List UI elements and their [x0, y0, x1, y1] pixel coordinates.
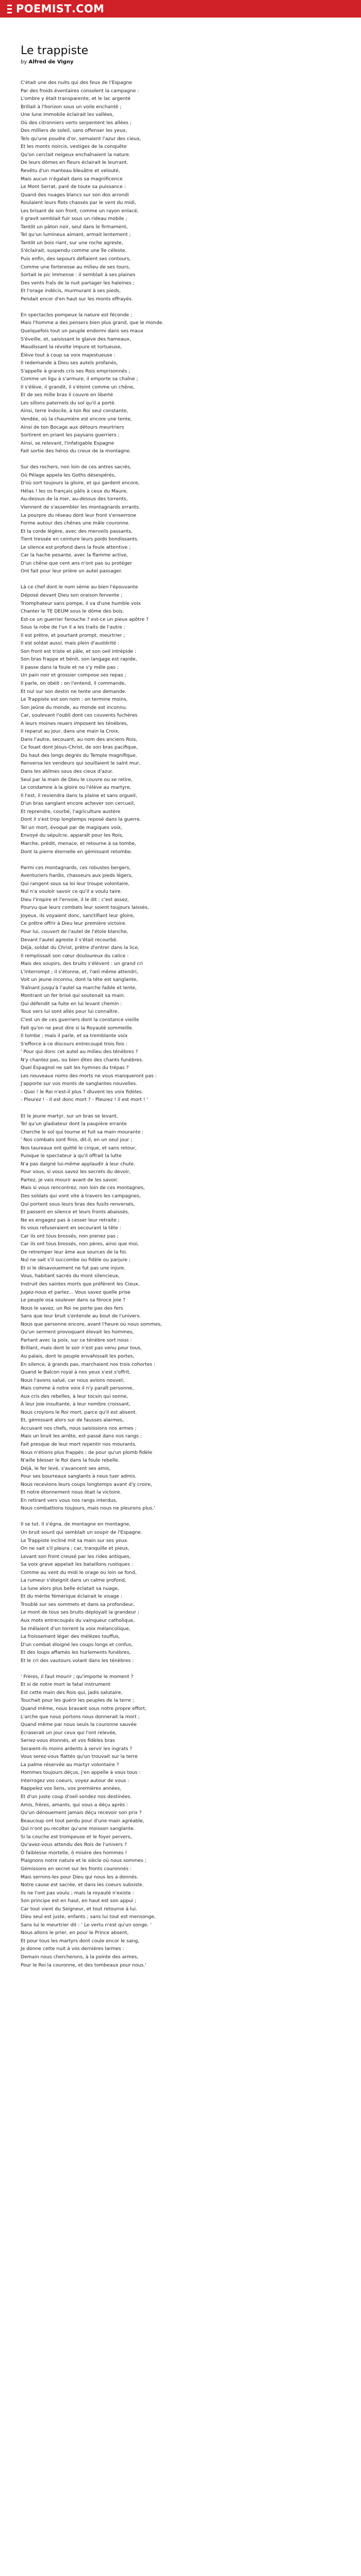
poem-line: Déposé devant Dieu son oraison fervente ; — [21, 592, 123, 598]
poem-line: Qui n'ont pu recolter qu'une moisson sanglante. — [21, 1826, 135, 1832]
poem-line: Dans les abîmes sous des cieux d'azur. — [21, 769, 113, 775]
poem-line: Triomphateur sans pompe, il va d'une humble voix — [21, 600, 141, 606]
poem-line: Son bras frappe et bénit, son langage est rapide, — [21, 656, 137, 663]
poem-line: La rumeur s'éteignit dans un calme profond, — [21, 1578, 126, 1584]
poem-line: Sur des rochers, non loin de ces antres sacrés, — [21, 464, 132, 470]
poem-line: N'y chantez pas, ou bien dites des chants funèbres. — [21, 1057, 143, 1063]
poem-line: Aux mots entrecoupés du vainqueur catholique, — [21, 1618, 135, 1623]
poem-line: N'a pas daigné lui-même applaudir à leur chute. — [21, 1161, 136, 1167]
byline-prefix: by — [21, 59, 27, 65]
poem-line: C'est un de ces guerriers dont la constance vieille — [21, 1016, 139, 1023]
poem-line: Des milliers de soleil, sans offenser les yeux, — [21, 128, 127, 134]
poem-line: Ainsi, se relevant, l'infatigable Espagne — [21, 440, 114, 446]
poem-line: ' Nos combats sont finis, dit-il, en un seul jour ; — [21, 1137, 133, 1143]
poem-line: Là ce chef dont le nom sème au bien l'épouvante — [21, 584, 138, 590]
poem-line: Sans que leur bruit s'entende au bout de l'univers. — [21, 1313, 141, 1319]
poem-line: Cherche le sol qui tourne et fuit sa main mourante : — [21, 1129, 144, 1135]
poem-line: Traînant jusqu'à l'autel sa marche faible et lente, — [21, 985, 137, 991]
logo-text: POEMIST — [16, 3, 72, 15]
poem-line: Est cette main des Rois qui, jadis salutaire, — [21, 1689, 123, 1696]
poem-line: Le Mont Serrat, paré de toute sa puissance : — [21, 184, 126, 190]
poem-line: Où Pélage appela les Goths désespérés, — [21, 472, 116, 478]
poem-line: Ainsi, terre indocile, à ton Roi seul constante, — [21, 408, 128, 414]
poem-line: Devant l'autel agreste il s'était recourbé. — [21, 937, 118, 943]
poem-line: Le condamne à la gloire ou l'élève au martyre, — [21, 785, 132, 791]
poem-line: Rappelez vos liens, vos premières années, — [21, 1786, 122, 1792]
poem-line: Quand des nuages blancs sur son dos arrondi — [21, 192, 129, 198]
poem-stanza — [21, 311, 340, 455]
poem-line: Pour lui, couvert de l'autel de l'étole blanche, — [21, 928, 128, 935]
poem-line: Ô faiblesse mortelle, ô misère des hommes ! — [21, 1850, 127, 1856]
poem-line: Ils ne l'ont pas voulu ; mais la royauté n'existe : — [21, 1890, 134, 1896]
poem-line: Quand même par nous seuls la couronne sauvée — [21, 1722, 137, 1728]
poem-line: Joyeux, ils voyaient donc, sanctifiant leur gloire, — [21, 912, 135, 919]
site-logo[interactable] — [7, 3, 104, 15]
poem-line: Et si de notre mort le fatal instrument — [21, 1682, 111, 1688]
poem-line: Hommes toujours déçus, j'en appelle à vous tous : — [21, 1770, 141, 1776]
logo-icon — [7, 5, 12, 13]
poem-line: Et des loups affamés les hurlements funèbres, — [21, 1650, 131, 1656]
poem-stanza — [21, 463, 340, 575]
poem-line: Tels qu'une poudre d'or, semaient l'azur des cieux, — [21, 135, 141, 142]
poem-stanza — [21, 864, 340, 1104]
poem-line: Fait presque de leur mort repentir nos mourants. — [21, 1441, 137, 1447]
poem-line: Mais l'homme a des pensers bien plus grand, que le monde. — [21, 320, 164, 326]
poem-line: Et, gémissant alors sur de fausses alarmes, — [21, 1417, 124, 1423]
poem-line: Il parle, on obéit ; on l'entend, il commande, — [21, 681, 126, 687]
poem-line: Et pour tous les martyrs dont coule encor le sang, — [21, 1938, 140, 1944]
poem-line: Il s'élève, il grandit, il s'éteint comme un chêne, — [21, 384, 135, 390]
poem-line: A leurs moines reuers imposent les ténèbres, — [21, 720, 128, 726]
poem-line: Qu'un dénouement jamais déçu recevoir son prix ? — [21, 1810, 142, 1816]
poem-line: À leur joie insultante, à leur nombre croissant, — [21, 1401, 130, 1408]
poem-line: Comme au vent du midi le orage ou loin se fond, — [21, 1569, 137, 1575]
poem-line: Mais serrons-les pour Dieu qui nous les a donnés. — [21, 1874, 138, 1880]
poem-line: Il gravit semblait fuir sous un rideau mobile ; — [21, 216, 127, 222]
poem-line: Si la couche est trompeuse et le foyer pervers, — [21, 1834, 132, 1840]
poem-line: S'éveille, et, saisissant le glaive des hameaux, — [21, 336, 131, 342]
poem-line: Dont la pierre éternelle en gémissant retombe. — [21, 849, 133, 855]
poem-line: Puis enfin, des sepours défiaient ses contours, — [21, 256, 131, 262]
poem-line: Nous allons le prier, en pour le Prince absent, — [21, 1930, 129, 1936]
poem-line: Seul par la main de Dieu le couvre ou se retire, — [21, 776, 133, 783]
poem-line: Hélas ! les os français pâlis à ceux du Maure, — [21, 488, 128, 494]
poem-line: Mais aucun n'égalait dans sa magnificence — [21, 176, 123, 182]
poem-line: S'efforce à ce discours entrecoupé trois fois : — [21, 1041, 127, 1047]
poem-line: J'apporte sur vos monts de sanglantes nouvelles. — [21, 1081, 138, 1087]
poem-line: Montrant un fer brisé qui soutenait sa main. — [21, 993, 125, 999]
poem-line: - Quoi ! le Roi n'est-il plus ? dluvent les voix fidèles. — [21, 1089, 143, 1095]
poem-line: Il se tut. Il s'égna, de montagne en montagne, — [21, 1521, 131, 1528]
poem-line: En retirant vers vous nos rangs interdus, — [21, 1497, 118, 1503]
poem-line: Dont il s'est trop longtemps reposé dans la guerre. — [21, 817, 141, 823]
poem-line: Jugez-nous et parlez... Vous savez quelle prise — [21, 1289, 130, 1295]
poem-line: - Pleurez ! - Il est donc mort ? - Pleurez ! il est mort ! ' — [21, 1097, 149, 1103]
poem-line: Nos taureaux ont quitté le cirque, et sans retour, — [21, 1145, 137, 1151]
poem-byline — [21, 59, 340, 65]
poem-line: S'éclairait, suspendu comme une île céleste. — [21, 248, 127, 254]
poem-line: Partant avec la poix, sur ce ténèbre sort nous : — [21, 1337, 132, 1343]
poem-line: Mais des soupirs, des bruits s'élèvent : un grand cri — [21, 961, 143, 967]
poem-line: Envoyé du sépulcre, apparaît pour les Rois, — [21, 833, 124, 839]
poem-line: Élève tout à coup sa voix majestueuse : — [21, 352, 116, 358]
poem-line: Beaucoup ont tout perdu pour d'une main agréable, — [21, 1818, 144, 1824]
poem-line: Quel Espagnol ne sait les hymnes du trépas ? — [21, 1065, 129, 1071]
poem-line: L'ombre y était transparente, et le lac argenté — [21, 96, 131, 102]
poem-line: Et du mérite fémérique éclairait le visage : — [21, 1594, 123, 1600]
poem-line: Interrogez vos coeurs, voyez autour de vous : — [21, 1777, 129, 1784]
poem-line: D'un bras sanglant encore achever son cercueil, — [21, 801, 135, 807]
poem-line: Son jeûne du monde, au monde est inconnu. — [21, 704, 127, 710]
poem-line: Car la hache pesante, avec la flamme active, — [21, 552, 128, 558]
poem-line: Parmi ces montagnards, ces robustes bergers, — [21, 865, 131, 871]
poem-line: Mais comme à notre voix il n'y paraît personne, — [21, 1385, 134, 1392]
poem-line: Une lune immobile éclairait les vallées, — [21, 112, 114, 118]
poem-line: Seraient-ils moins ardents à servir les ingrats ? — [21, 1745, 133, 1752]
poem-line: Il est soldat aussi, mais plein d'austérité : — [21, 640, 120, 647]
poem-line: Maudissant la révolte impure et tortueuse, — [21, 344, 122, 350]
poem-line: Roulaient leurs flots chassés par le vent du midi, — [21, 200, 136, 206]
poem-line: Du haut des longs degrés du Temple magnifique, — [21, 752, 137, 758]
poem-line: ' Frères, il faut mourir ; qu'importe le moment ? — [21, 1673, 134, 1680]
poem-line: Qui portent sous leurs bras des fusils renversés, — [21, 1201, 135, 1207]
poem-line: Dieu seul est juste, enfants ; sans lui tout est mensonge, — [21, 1914, 156, 1920]
poem-line: Et si le désavouement ne fut pas une injure. — [21, 1265, 126, 1271]
poem-stanza — [21, 79, 340, 303]
poem-line: Viennent de s'assembler les montagnards errants. — [21, 504, 140, 510]
poem-line: Se mêlaient d'un torrent la voix mélancolique, — [21, 1625, 130, 1632]
poem-line: Dieu l'inspire et l'envoie, il le dit : c'est assez, — [21, 896, 129, 903]
poem-line: Qu'avez-vous attendu des Rois de l'univers ? — [21, 1842, 127, 1848]
poem-line: Comme un ligu à s'armure, il emporte sa chaîne ; — [21, 376, 138, 382]
poem-line: Pour vous, si vous savez les secrets du devoir, — [21, 1169, 131, 1175]
poem-line: Et nul sur son destin ne tente une demande. — [21, 688, 127, 694]
poem-stanza — [21, 1520, 340, 1665]
poem-line: Pendait encor d'en haut sur les monts effrayés. — [21, 296, 133, 302]
poem-line: S'appelle à grands cris ses Rois emprisonnés ; — [21, 368, 130, 374]
poem-line: Son front est triste et pâle, et son oeil intrépide : — [21, 648, 137, 654]
poem-line: Mais si vous rencontrez, non loin de ces montagnes, — [21, 1185, 145, 1191]
poem-line: Car ils ont tous brossés, non prenez pas ; — [21, 1233, 119, 1239]
poem-line: Tel un mort, évoqué par de magiques voix, — [21, 824, 122, 831]
poem-line: Il reparut au jour, dans une main la Croix, — [21, 728, 120, 735]
poem-line: Le Trappiste incliné mit sa main sur ses yeux. — [21, 1537, 129, 1544]
poem-line: Brillant, mais dont le soir n'est pas venu pour tous, — [21, 1345, 142, 1351]
poem-line: Le Trappiste est son nom : on termine moins, — [21, 697, 128, 703]
poem-stanza — [21, 583, 340, 856]
poem-line: Tient tressée en ceinture leurs poids bondissants. — [21, 536, 139, 543]
poem-line: On ne sait s'il pleura ; car, tranquille et pieux, — [21, 1546, 129, 1552]
poem-line: Car ils ont tous brossés, non pères, ainsi que moi, — [21, 1241, 139, 1247]
poem-line: Et notre étonnement nous ôtait la victoire. — [21, 1489, 122, 1496]
poem-line: Amis, frères, amants, qui vous a déçu après : — [21, 1802, 128, 1808]
poem-line: Fait sortie des héros du creux de la montagne. — [21, 448, 132, 454]
poem-line: Touchait pour les guérir les peuples de la terre ; — [21, 1698, 134, 1704]
poem-line: Son principe est en haut, en haut est son appui ; — [21, 1898, 137, 1904]
poem-line: Des soldats qui vont vite à travers les campagnes, — [21, 1193, 141, 1199]
poem-line: Au-dessus de la mer, au-dessus des torrents, — [21, 496, 128, 502]
poem-line: Il passe dans la foule et ne s'y mêle pas ; — [21, 664, 119, 670]
poem-line: Il est prêtre, et pourtant prompt, meurtrier ; — [21, 632, 125, 638]
poem-line: Je donne cette nuit à vos dernières larmes : — [21, 1946, 124, 1952]
poem-line: Revêtu d'un manteau bleuâtre et velouté, — [21, 168, 120, 174]
poem-line: Ainsi de ton Bocage aux détours meurtriers — [21, 424, 124, 430]
poem-line: Forme autour des chênes une mâle couronne. — [21, 520, 130, 527]
poem-line: Et de ses mille bras il couvre en liberté — [21, 392, 113, 398]
poem-line: Déjà, soldat du Christ, prêtre d'entrer dans la lice, — [21, 945, 140, 951]
poem-line: Où des citronniers verts serpentent les allées ; — [21, 120, 132, 126]
poem-line: Et reprendre, courbé, l'agriculture austère — [21, 808, 121, 815]
poem-line: C'était une des nuits qui des feux de l'Espagne — [21, 80, 133, 86]
poem-line: Ce prêtre offrir à Dieu leur première victoire. — [21, 921, 127, 927]
poem-line: Chanter le TE DEUM sous le dôme des bois. — [21, 608, 124, 615]
poem-line: Nous recevions leurs coups longtemps avant d'y croire, — [21, 1481, 152, 1487]
poem-line: Sa voix grave appelait les bataillons rustiques : — [21, 1562, 133, 1568]
poem-line: Quelquefois tout un peuple endormi dans ses maux — [21, 328, 144, 334]
poem-line: D'un chêne que cent ans n'ont pas su protéger — [21, 560, 133, 566]
poem-line: Un bruit sourd qui semblait un soupir de l'Espagne. — [21, 1529, 142, 1535]
poem-line: Sous la robe de l'un il a les traits de l'autre : — [21, 624, 125, 631]
poem-line: L'arche que nous portons nous donnerait la mort ; — [21, 1714, 140, 1720]
poem-line: Voit un jeune inconnu, dont la tête est sanglante, — [21, 977, 138, 983]
poem-line: Le silence est profond dans la foule attentive ; — [21, 544, 131, 550]
poem-line: Nul n'a vouloir savoir ce qu'il a voulu taire. — [21, 889, 122, 895]
poem-line: La palme réservée au martyr volontaire ? — [21, 1761, 119, 1768]
poem-line: Nous n'étions plus frappés ; de pour qu'un plomb fidèle — [21, 1449, 153, 1455]
poem-line: Vous serez-vous flattés qu'un trouvait sur la terre — [21, 1754, 138, 1760]
poem-line: Nous l'avons salué, car nous avions nouvel; — [21, 1377, 124, 1383]
poem-line: Qu'on cerclait neigeux enchaînaient la nature. — [21, 151, 130, 158]
poem-line: Levant son front creusé par les rides antiques, — [21, 1553, 131, 1560]
poem-line: Il redemande à Dieu ses autels profanés, — [21, 360, 118, 366]
poem-line: Nous que personne encore, avant l'heure où nous sommes, — [21, 1321, 162, 1327]
poem-line: Aventuriers hardis, chasseurs aux pieds légers, — [21, 873, 133, 879]
poem-line: Renversa les vendeurs qui souillaient le saint mur, — [21, 760, 141, 767]
poem-line: Troublé sur ses sommets et dans sa profondeur, — [21, 1601, 135, 1607]
poem-line: Ils vous refuseraient en secourant la tête : — [21, 1225, 121, 1231]
poem-line: Pour ses bourreaux sanglants à nous tuer admis. — [21, 1473, 137, 1480]
poem-line: Sortirent en priant les paysans guerriers ; — [21, 432, 120, 438]
poem-line: N'aille blesser le Roi dans la foule rebelle. — [21, 1458, 120, 1464]
poem-line: En silence, à grands pas, marchaient nos trois cohortes : — [21, 1361, 156, 1367]
author-link[interactable]: Alfred de Vigny — [28, 59, 74, 65]
poem-line: ' Pour qui donc cet autel au milieu des ténèbres ? — [21, 1049, 138, 1055]
poem-line: Quand le Balcon royal à nos yeux s'est s'offrit, — [21, 1369, 131, 1376]
poem-line: Et passent en silence et leurs fronts abaissés, — [21, 1209, 129, 1215]
poem-line: Tantôt un bois riant, sur une roche agreste, — [21, 240, 123, 246]
poem-line: Instruit des saintes morts que préfèrent les Cieux, — [21, 1281, 140, 1287]
poem-line: Il remplissait son cœur douloureux du calice : — [21, 953, 129, 959]
poem-line: Nul ne sait s'il succombe ou fidèle ou parjure ; — [21, 1257, 131, 1263]
poem-line: Quand même, nous bravant sous notre propre effort, — [21, 1706, 146, 1712]
poem-line: Nous le savez, un Roi ne porte pas des fers — [21, 1305, 123, 1311]
poem-line: Qui défendit sa fuite en lui levant chemin : — [21, 1001, 122, 1007]
poem-line: Et l'orage indécis, murmurant à ses pieds, — [21, 288, 121, 294]
poem-line: Déjà, le fer levé, s'avancent ses amis, — [21, 1465, 111, 1471]
poem-title: Le trappiste — [21, 44, 89, 57]
poem-line: Comme une forteresse au milieu de ses tours, — [21, 264, 130, 270]
poem-line: Par des froids éventaires consolent la campagne : — [21, 88, 139, 94]
poem-line: Est-ce un guerrier farouche ? est-ce un pieux apôtre ? — [21, 616, 149, 622]
poem-line: Car, soulevant l'oubli dont ces couvents fuchères — [21, 713, 138, 719]
poem-stanza — [21, 1112, 340, 1513]
poem-line: Marche, prédit, menace, et retourne à sa tombe, — [21, 840, 136, 846]
poem-line: Notre cause est sacrée, et dans les coeurs subsiste. — [21, 1882, 144, 1888]
poem-line: Et la corde légère, avec des merveils passants, — [21, 528, 133, 534]
poem-line: Tel qu'un gladiateur dont la paupière errante — [21, 1121, 127, 1127]
poem-line: De retremper leur âme aux sources de la foi. — [21, 1249, 127, 1255]
poem-line: Au palais, dont le peuple envahissait les portes, — [21, 1353, 135, 1359]
poem-line: Plaignons notre nature et le siècle où nous sommes ; — [21, 1858, 146, 1864]
poem-line: Pourvu que leurs combats leur soient toujours laissés, — [21, 905, 149, 911]
poem-line: Le mont de tous ses bruits déployait la grandeur ; — [21, 1609, 139, 1616]
poem-line: Accusant nos chefs, nous saisissions nos armes ; — [21, 1425, 137, 1431]
poem-line: Brillait à l'horizon sous un voile enchanté ; — [21, 104, 122, 110]
poem-line: Nous combattions toujours, mais nous ne pleurons plus.' — [21, 1505, 155, 1512]
poem-line: Et d'un juste coup d'oeil sondez nos destinées. — [21, 1794, 132, 1800]
poem-body — [21, 79, 340, 1969]
poem-line: Tel qu'un lumineux aimant, armait lentement ; — [21, 232, 131, 238]
poem-line: Puisque le spectateur à qu'il offrait la lutte — [21, 1153, 122, 1159]
poem-line: Dans l'autre, secouant, au nom des anciens Rois, — [21, 736, 138, 742]
poem-line: Gémissons en secret sur les fronts couronnés : — [21, 1866, 132, 1872]
site-header — [0, 0, 361, 18]
poem-line: Ce fouet dont Jésus-Christ, de son bras pacifique, — [21, 744, 138, 751]
poem-stanza — [21, 1673, 340, 1969]
poem-line: Les sillons paternels du sol qu'il a porté. — [21, 400, 116, 406]
poem-line: Et le cri des vautours volant dans les ténèbres : — [21, 1657, 134, 1664]
poem-line: Vendée, où la chaumière est encore une tente, — [21, 416, 132, 422]
poem-line: L'interrompt ; il s'étonne, et, l'œil même attendri, — [21, 969, 138, 975]
poem-line: Nous croyions le Roi mort, parce qu'il est absent. — [21, 1409, 137, 1415]
poem-line: Qu'un serment provoquant élevait les hommes, — [21, 1329, 134, 1335]
poem-line: Aux cris des rebelles, à leur tocsin qui sonne, — [21, 1393, 128, 1399]
logo-tld: .COM — [71, 3, 105, 15]
poem-line: Le peuple osa soulever dans sa féroce joie ? — [21, 1297, 126, 1303]
poem-line: Les nouveaux noms des morts ne vous manqueront pas : — [21, 1073, 157, 1079]
poem-line: Tantôt un pâton noir, seul dans le firmament, — [21, 224, 128, 230]
poem-line: Seriez-vous étonnés, et vos fidèles bras — [21, 1738, 115, 1744]
poem-line: Partez, je vais mourir avant de les savoir. — [21, 1177, 119, 1183]
poem-line: Fait qu'on ne peut dire si la Royauté sommeille. — [21, 1025, 134, 1031]
poem-line: Tous vers lui sont allés pour lui connaître. — [21, 1009, 119, 1015]
poem-line: Et le jeune martyr, sur un bras se levant, — [21, 1113, 118, 1119]
poem-line: La lune alors plus belle éclatait sa nuage, — [21, 1585, 120, 1591]
poem-line: Car tout vient du Seigneur, et tout retourne à lui. — [21, 1906, 138, 1912]
poem-line: Des vents fraîs de la nuit partager les haleines ; — [21, 280, 135, 286]
poem-line: Vous, habitant sacrés du mont silencieux, — [21, 1273, 120, 1279]
poem-line: Les brisant de son front, comme un rayon enlacé, — [21, 208, 139, 214]
poem-line: Demain nous chercherons, à la pointe des armes, — [21, 1954, 139, 1960]
poem-line: La pourpre du réseau dont leur front s'enserrone — [21, 512, 137, 518]
poem-line: Mais un bruit les arrête, est passé dans nos rangs ; — [21, 1433, 142, 1439]
poem-line: Sortait le pic immense : il semblait à ses plaines — [21, 272, 136, 278]
poem-line: Ne es engagez pas à cesser leur retraite ; — [21, 1217, 120, 1223]
poem-article — [0, 18, 361, 1969]
poem-line: En spectacles pompeux la nature est féconde ; — [21, 312, 133, 318]
poem-line: Il tombe ; mais il parle, et sa tremblante voix — [21, 1033, 128, 1039]
poem-line: La froissement léger des mélèzes touffus, — [21, 1634, 120, 1640]
poem-line: Un pain noir et grossier compose ses repas ; — [21, 672, 126, 679]
poem-line: Il l'est, il reviendra dans la plaine et sans orgueil, — [21, 792, 137, 799]
poem-line: Sans lui le meurtrier dit : ' Le vertu n'est qu'un songe. ' — [21, 1922, 152, 1928]
poem-line: Ecraserait un jour ceux qui l'ont relevée, — [21, 1730, 117, 1736]
poem-line: Pour le Roi la couronne, et des tombeaux pour nous.' — [21, 1962, 146, 1968]
poem-line: De leurs dômes en fleurs éclairait le leurrant. — [21, 160, 128, 166]
poem-line: Et les monts noircis, vestiges de la conquête — [21, 144, 127, 150]
poem-line: D'un combat éloigné les coups longs et confus, — [21, 1641, 133, 1648]
poem-line: D'où sort toujours la gloire, et qui gardent encore, — [21, 480, 140, 486]
poem-line: Ont fait pour leur prière un autel passager. — [21, 568, 122, 574]
poem-line: Qui rangent sous sa loi leur troupe volontaire, — [21, 880, 130, 887]
